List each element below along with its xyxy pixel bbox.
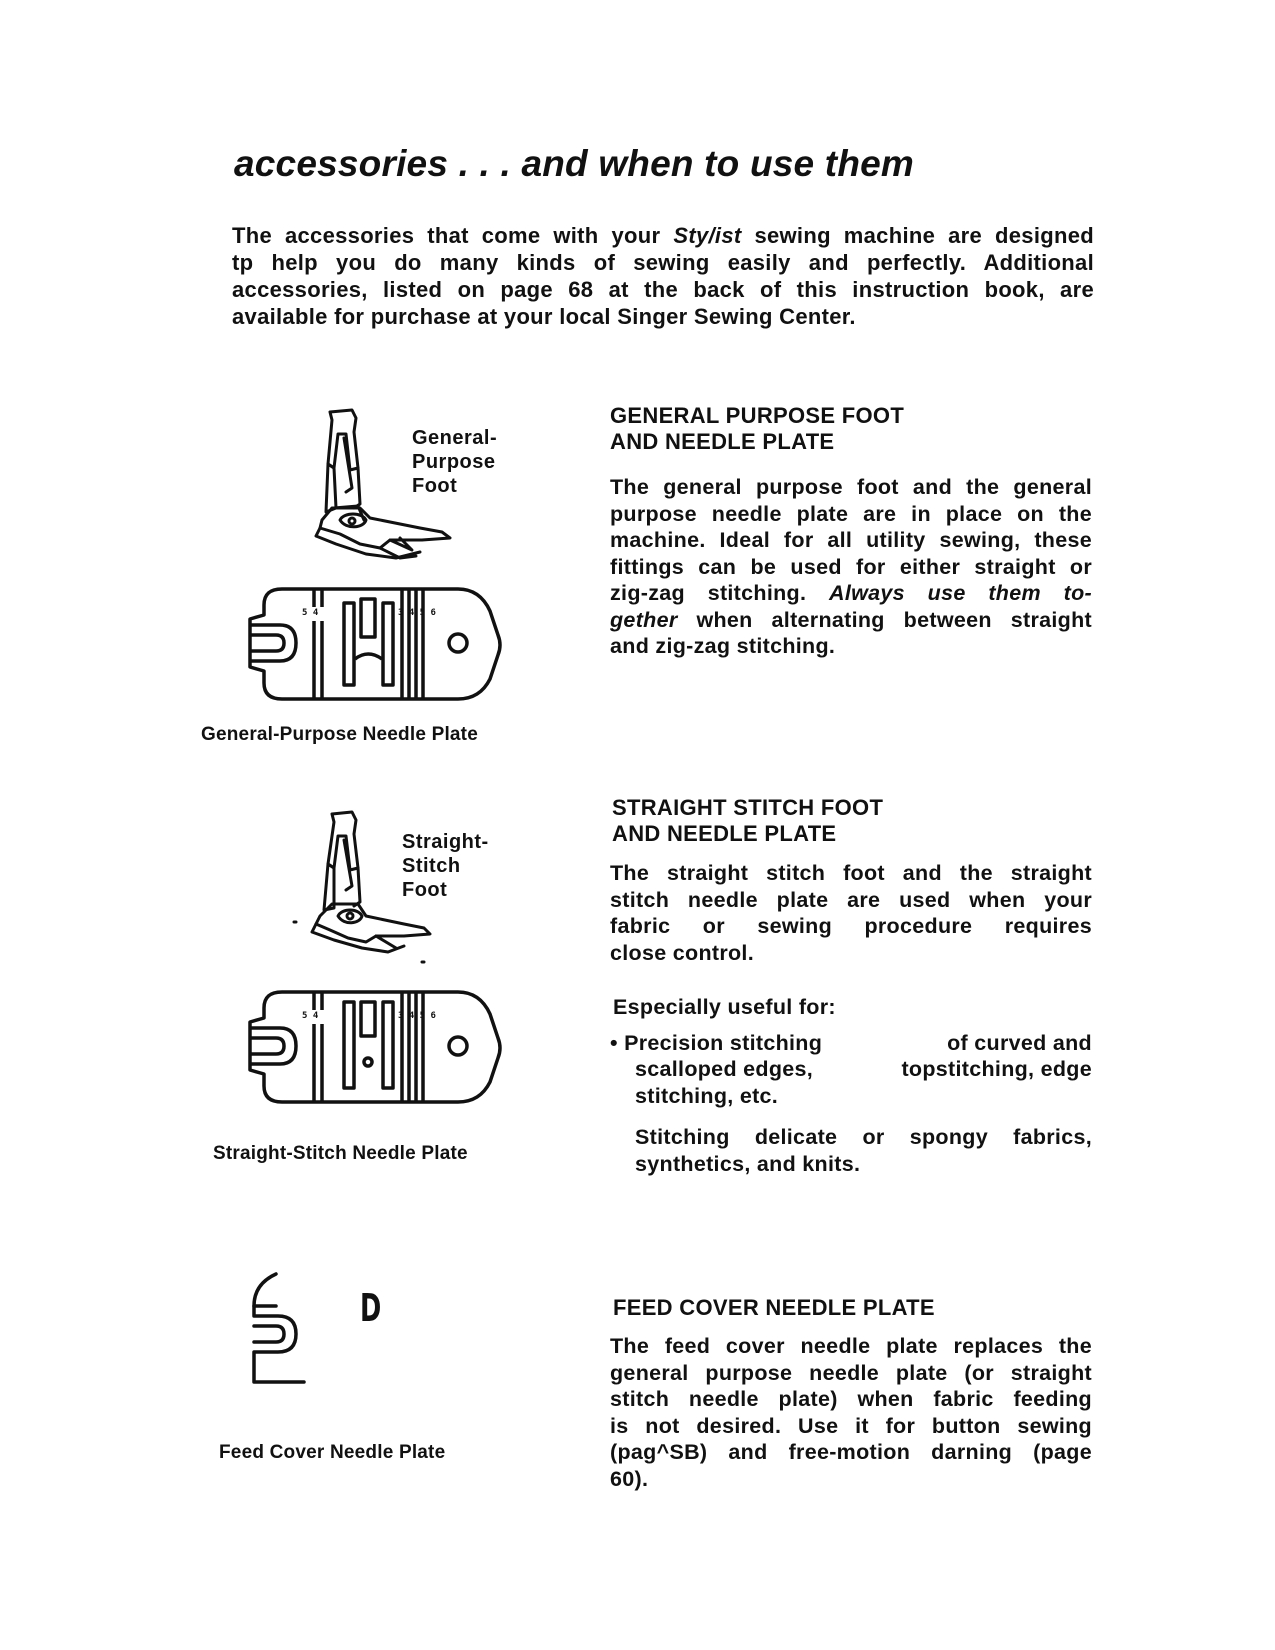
intro-line-1 — [232, 222, 1094, 249]
straight-bullet-2-line-1: Stitching delicate or spongy fabrics, — [635, 1125, 1092, 1149]
feed-cover-line-5: (pag^SB) and free-motion darning (page — [610, 1440, 1092, 1464]
general-line-5-start: zig-zag stitching. — [610, 581, 807, 605]
straight-foot-label-line-2: Stitch — [402, 855, 461, 877]
general-heading-line-1: GENERAL PURPOSE FOOT — [610, 403, 905, 428]
straight-description — [610, 860, 1092, 966]
general-line-1: The general purpose foot and the general — [610, 475, 1092, 499]
feed-cover-line-2: general purpose needle plate (or straight — [610, 1360, 1092, 1385]
feed-cover-glyph: D — [360, 1286, 382, 1330]
general-foot-label-line-1: General- — [412, 427, 498, 449]
intro-line-2: tp help you do many kinds of sewing easily and perfectly. Additional — [232, 250, 1094, 275]
straight-line-3: fabric or sewing procedure requires — [610, 914, 1092, 938]
straight-bullet-1-line-2a: scalloped edges, — [635, 1057, 814, 1081]
general-plate-marks-left: 5 4 — [302, 608, 319, 618]
general-line-2: purpose needle plate are in place on the — [610, 501, 1092, 526]
intro-line-1-end: sewing machine are designed — [754, 223, 1094, 248]
general-heading-line-2: AND NEEDLE PLATE — [610, 429, 835, 454]
intro-line-4: available for purchase at your local Singer Sewing Center. — [232, 304, 856, 329]
page-title: accessories . . . and when to use them — [234, 143, 914, 184]
feed-cover-needle-plate-illustration — [248, 1270, 308, 1390]
feed-cover-line-4: is not desired. Use it for button sewing — [610, 1413, 1092, 1438]
feed-cover-line-3: stitch needle plate) when fabric feeding — [610, 1387, 1092, 1411]
general-description — [610, 474, 1092, 660]
straight-line-1: The straight stitch foot and the straight — [610, 861, 1092, 885]
general-plate-caption: General-Purpose Needle Plate — [201, 724, 478, 745]
general-line-5-emphasis: Always use them to- — [829, 581, 1092, 605]
general-foot-label-line-2: Purpose — [412, 451, 496, 473]
brand-name: Sty/ist — [673, 223, 742, 248]
feed-cover-description — [610, 1333, 1092, 1492]
intro-paragraph — [232, 222, 1094, 330]
feed-cover-plate-caption: Feed Cover Needle Plate — [219, 1442, 446, 1463]
general-line-7: and zig-zag stitching. — [610, 634, 836, 658]
straight-bullet-1-line-1a: • Precision stitching — [610, 1031, 823, 1055]
general-plate-marks-right: 3 4 5 6 — [398, 608, 436, 618]
general-heading — [610, 403, 904, 455]
general-line-4: fittings can be used for either straight or — [610, 554, 1092, 579]
straight-line-4: close control. — [610, 940, 754, 965]
straight-plate-marks-right: 3 4 5 6 — [398, 1011, 436, 1021]
intro-line-3: accessories, listed on page 68 at the back of this instruction book, are — [232, 277, 1094, 302]
general-line-5 — [610, 580, 1092, 607]
general-line-3: machine. Ideal for all utility sewing, these — [610, 528, 1092, 552]
general-foot-label — [412, 426, 497, 498]
straight-line-2: stitch needle plate are used when your — [610, 887, 1092, 912]
straight-bullet-1-line-2b: topstitching, edge — [901, 1057, 1092, 1081]
straight-foot-label — [402, 830, 489, 902]
straight-foot-label-line-3: Foot — [402, 879, 448, 901]
straight-bullet-1-line-3: stitching, etc. — [635, 1084, 779, 1108]
straight-plate-marks-left: 5 4 — [302, 1011, 319, 1021]
straight-bullet-2-line-2: synthetics, and knits. — [635, 1151, 861, 1176]
general-line-6 — [610, 607, 1092, 634]
general-foot-label-line-3: Foot — [412, 475, 458, 497]
feed-cover-line-6: 60). — [610, 1466, 649, 1491]
feed-cover-line-1: The feed cover needle plate replaces the — [610, 1334, 1092, 1358]
straight-bullet-1 — [610, 1030, 1092, 1120]
straight-stitch-needle-plate-illustration — [246, 988, 506, 1106]
straight-heading — [612, 795, 883, 847]
general-line-6-end: when alternating between straight — [696, 607, 1092, 632]
intro-line-1-start: The accessories that come with your — [232, 223, 661, 248]
straight-foot-label-line-1: Straight- — [402, 831, 489, 853]
straight-plate-caption: Straight-Stitch Needle Plate — [213, 1143, 468, 1164]
straight-bullet-1-line-1b: of curved and — [947, 1031, 1092, 1055]
straight-heading-line-2: AND NEEDLE PLATE — [612, 821, 837, 846]
straight-useful-for: Especially useful for: — [613, 995, 836, 1019]
feed-cover-heading: FEED COVER NEEDLE PLATE — [613, 1295, 935, 1320]
general-line-6-emphasis: gether — [610, 607, 678, 632]
general-purpose-needle-plate-illustration — [246, 585, 506, 703]
straight-bullet-2 — [635, 1124, 1092, 1177]
straight-heading-line-1: STRAIGHT STITCH FOOT — [612, 795, 884, 820]
